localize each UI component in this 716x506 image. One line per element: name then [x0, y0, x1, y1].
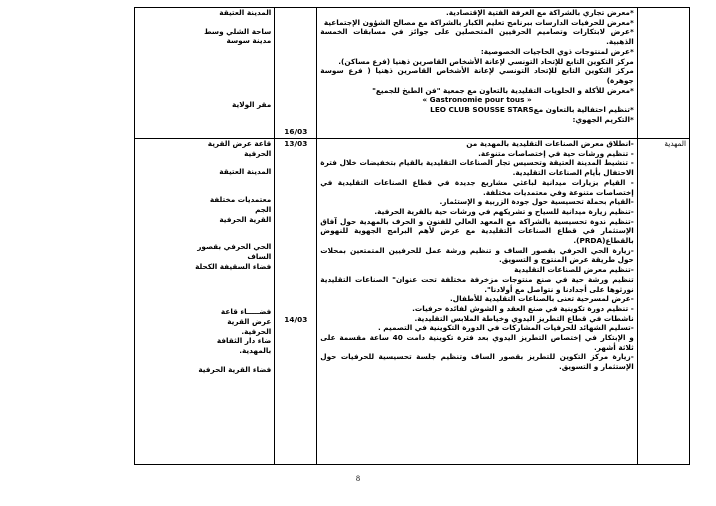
activity-line: -زيارة مركز التكوين للتطريز بقصور الساف وتنظيم جلسة تحسيسية للحرفيات حول الإستثمار و التسويق. — [320, 352, 634, 372]
activity-line: - تنظيم دورة تكوينية في صنع العقد و الشوش لفائدة حرفيات. — [412, 303, 634, 313]
activity-line: -تنظيم معرض للصناعات التقليدية — [514, 265, 634, 275]
date-cell — [275, 8, 317, 139]
place-line: بالمهدية. — [239, 346, 272, 356]
place-line: الساف — [247, 251, 272, 261]
activity-line: مركز التكوين التابع للإتحاد التونسي لإعانة الأشخاص القاصرين ذهنيا (فرع مساكن). — [338, 56, 634, 66]
place-line: الجم — [255, 204, 272, 214]
page-number: 8 — [356, 474, 360, 483]
activity-line: *التكريم الجهوي: — [572, 114, 634, 124]
activity-line: -القيام بحملة تحسيسية حول جودة الزربية و الإستئمار. — [439, 197, 634, 207]
place-line: مدينة سوسة — [226, 36, 272, 46]
activity-line: -زيارة الحي الحرفي بقصور الساف و تنظيم ورشة عمل للحرفيين المتمتعين بمحلات حول طريقة عرض المنتوج و التسويق. — [320, 245, 634, 265]
program-table — [134, 7, 690, 465]
table-row — [135, 8, 690, 139]
activity-line: *معرض للأكلة و الحلويات التقليدية بالتعاون مع جمعية "فن الطبخ للجميع" — [372, 85, 634, 95]
activity-line: -تسليم الشهائد للحرفيات المشاركات في الدورة التكوينية في التصميم . — [377, 323, 634, 333]
places-cell — [135, 139, 275, 465]
activities-cell — [317, 139, 638, 465]
activity-line: *عرض لمنتوجات ذوي الحاجيات الخصوصية: — [480, 46, 634, 56]
activity-line: - تنشيط المدينة العتيقة وتحسيس تجار الصناعات التقليدية بالقيام بتخفيضات خلال فترة الاحتفال بأيام الصناعات التقليدية. — [320, 158, 634, 178]
activity-line: ناشطات في قطاع التطريز اليدوي وخياطة الملابس التقليدية. — [414, 313, 634, 323]
activity-line: - القيام بزيارات ميدانية لباعثي مشاريع جديدة في قطاع الصناعات التقليدية في إختصاصات متنوعة وفي معتمديات مختلفة. — [320, 177, 634, 197]
place-line: عرض القرية — [227, 317, 272, 327]
place-line: المدينة العتيقة — [219, 8, 272, 17]
places-cell — [135, 8, 275, 139]
place-line: معتمديات مختلفة — [209, 195, 272, 205]
governorate-cell — [637, 139, 689, 465]
activity-line: - تنظيم ورشات حية في إختصاصات متنوعة. — [478, 148, 634, 158]
place-line: فضـــــاء قاعة — [220, 307, 272, 317]
activity-line: *عرض لابتكارات وتصاميم الحرفيين المتحصلين على جوائز في مسابقات الخمسة الذهبية. — [320, 27, 634, 47]
place-line: الحرفية — [244, 148, 272, 158]
activity-line: تنظيم ورشة حية في صنع منتوجات مزخرفة مختلفة تحت عنوان" الصناعات التقليدية نورثوها على أجدادنا و نتواصل مع أولادنا". — [320, 274, 634, 294]
activity-line: « Gastronomie pour tous » — [422, 95, 532, 105]
place-line: ضاء دار الثقافة — [216, 336, 272, 346]
activity-line: -انطلاق معرض الصناعات التقليدية بالمهدية من — [466, 139, 634, 148]
event-date: 13/03 — [284, 139, 308, 148]
place-line: فضاء السقيفة الكحلة — [195, 261, 272, 271]
event-date: 14/03 — [284, 314, 308, 324]
event-date: 16/03 — [284, 127, 308, 137]
activity-line: و الإبتكار في إختصاص التطريز اليدوي بعد فترة تكوينية دامت 40 ساعة مقسمة على ثلاثة أشهر. — [320, 333, 634, 352]
activity-line: -عرض لمسرحية تعنى بالصناعات التقليدية للأطفال. — [449, 294, 634, 304]
table-row — [135, 139, 690, 465]
activity-line: -تنظيم ندوة تحسيسية بالشراكة مع المعهد العالي للفنون و الحرف بالمهدية حول آفاق الإستثمار في قطاع الصناعات التقليدية مع عرض لأهم البرامج الجهوية للنهوض بالقطاع(PRDA). — [320, 216, 634, 246]
activity-line: مركز التكوين التابع للإتحاد التونسي لإعانة الأشخاص القاصرين ذهنيا ( فرع سوسة جوهرة) — [320, 66, 634, 85]
activities-cell — [317, 8, 638, 139]
activity-line: *معرض تجاري بالشراكة مع الغرفة الفتية الإقتصادية. — [445, 8, 634, 17]
place-line: الحي الحرفي بقصور — [197, 242, 272, 252]
place-line: الحرفية. — [241, 326, 272, 336]
place-line: المدينة العتيقة — [219, 167, 272, 177]
place-line: مقر الولاية — [232, 100, 272, 110]
place-line: القرية الحرفية — [219, 214, 272, 224]
activity-line: *تنظيم احتفالية بالتعاون معLEO CLUB SOUSSE STARS — [430, 105, 634, 115]
date-cell — [275, 139, 317, 465]
place-line: قاعة عرض القرية — [207, 139, 272, 148]
place-line: فضاء القرية الحرفية — [198, 364, 272, 374]
governorate-name: المهدية — [664, 139, 686, 148]
place-line: ساحة الشلي وسط — [204, 26, 272, 36]
governorate-cell — [637, 8, 689, 139]
activity-line: -تنظيم زيارة ميدانية للسياح و تشريكهم في ورشات حية بالقرية الحرفية. — [374, 206, 634, 216]
activity-line: *معرض للحرفيات الدارسات ببرنامج تعليم الكبار بالشراكة مع مصالح الشؤون الإجتماعية — [323, 17, 634, 27]
